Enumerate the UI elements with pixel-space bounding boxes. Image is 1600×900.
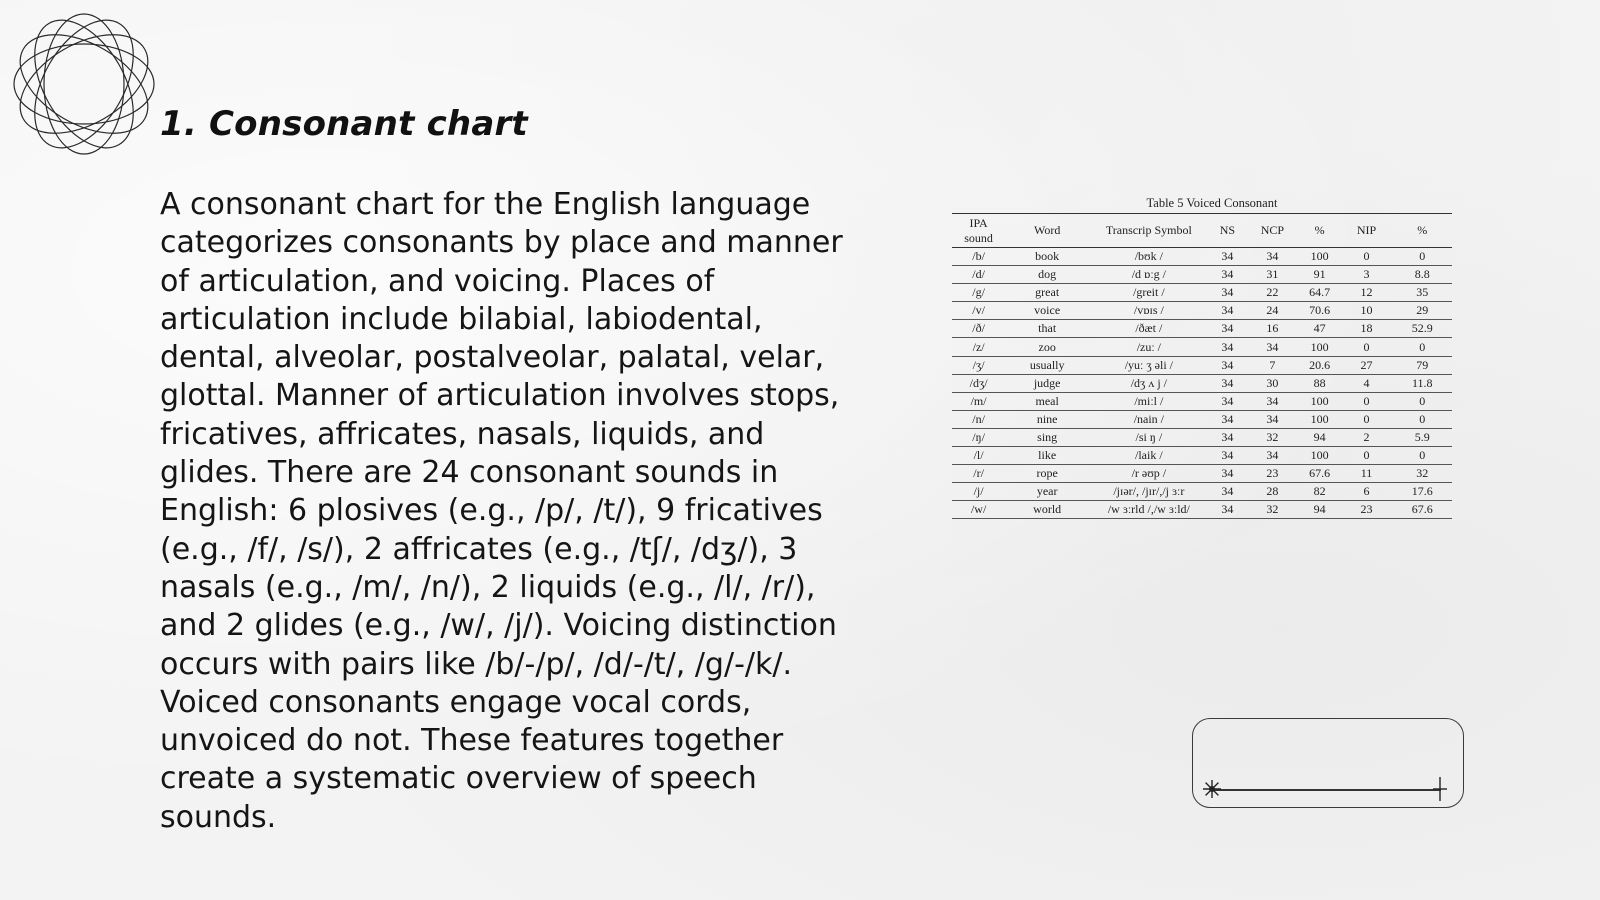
cell-transcription: /laik / [1089,447,1208,465]
body-paragraph: A consonant chart for the English language categorizes consonants by place and manner of articulation, and voicing. Places of articulation include bilabial, labiodental, dental, alveolar, postalveolar, palatal, velar, glottal. Manner of articulation involves stops, fricatives, affricates, nasals, liquids, and glides. There are 24 consonant sounds in English: 6 plosives (e.g., /p/, /t/), 9 fricatives (e.g., /f/, /s/), 2 affricates (e.g., /tʃ/, /dʒ/), 3 nasals (e.g., /m/, /n/), 2 liquids (e.g., /l/, /r/), and 2 glides (e.g., /w/, /j/). Voicing distinction occurs with pairs like /b/-/p/, /d/-/t/, /g/-/k/. Voiced consonants engage vocal cords, unvoiced do not. These features together create a systematic overview of speech sounds. [160,187,843,835]
cell-word: zoo [1005,338,1089,356]
cell-word: dog [1005,266,1089,284]
cell-ipa-sound: /d/ [952,266,1005,284]
cell-nip-percent: 32 [1393,465,1452,483]
cell-ns: 34 [1209,374,1247,392]
cell-nip: 4 [1340,374,1392,392]
cell-ns: 34 [1209,320,1247,338]
header-ncp-percent: % [1299,214,1341,248]
cell-ns: 34 [1209,410,1247,428]
sparkle-icon [1201,778,1223,800]
cell-ncp-percent: 94 [1299,428,1341,446]
cell-ncp: 34 [1246,392,1299,410]
cell-ncp: 34 [1246,410,1299,428]
cell-nip-percent: 52.9 [1393,320,1452,338]
table-row [952,356,1452,374]
cell-ns: 34 [1209,338,1247,356]
table-row [952,320,1452,338]
table-row [952,266,1452,284]
cell-ipa-sound: /v/ [952,302,1005,320]
cell-ipa-sound: /w/ [952,501,1005,519]
cell-nip-percent: 0 [1393,338,1452,356]
table-row [952,483,1452,501]
cell-ipa-sound: /ʒ/ [952,356,1005,374]
header-ncp: NCP [1246,214,1299,248]
cell-word: year [1005,483,1089,501]
cell-ncp-percent: 67.6 [1299,465,1341,483]
header-ipa-sound: IPA sound [952,214,1005,248]
table-row [952,447,1452,465]
cell-nip: 12 [1340,284,1392,302]
cell-ipa-sound: /ð/ [952,320,1005,338]
cell-nip-percent: 8.8 [1393,266,1452,284]
cell-ncp: 16 [1246,320,1299,338]
cell-ns: 34 [1209,302,1247,320]
cell-nip: 23 [1340,501,1392,519]
cell-word: usually [1005,356,1089,374]
cell-ipa-sound: /m/ [952,392,1005,410]
cell-ns: 34 [1209,483,1247,501]
cell-nip-percent: 79 [1393,356,1452,374]
cell-ncp: 34 [1246,338,1299,356]
cell-ipa-sound: /l/ [952,447,1005,465]
cell-ipa-sound: /r/ [952,465,1005,483]
cell-nip-percent: 29 [1393,302,1452,320]
cell-nip: 6 [1340,483,1392,501]
cell-nip: 3 [1340,266,1392,284]
table-header-row [952,214,1452,248]
decorative-slider-frame [1192,718,1464,808]
cell-ns: 34 [1209,284,1247,302]
cell-nip: 0 [1340,392,1392,410]
cell-ipa-sound: /ŋ/ [952,428,1005,446]
cell-ns: 34 [1209,248,1247,266]
cell-nip-percent: 0 [1393,248,1452,266]
header-nip-percent: % [1393,214,1452,248]
cell-nip: 0 [1340,447,1392,465]
cell-ncp: 30 [1246,374,1299,392]
cell-word: judge [1005,374,1089,392]
slide-title: 1. Consonant chart [160,104,528,144]
cell-nip-percent: 67.6 [1393,501,1452,519]
table-row [952,392,1452,410]
cell-ncp-percent: 100 [1299,447,1341,465]
cell-ns: 34 [1209,501,1247,519]
cell-ipa-sound: /j/ [952,483,1005,501]
table-row [952,465,1452,483]
cell-nip: 0 [1340,338,1392,356]
cell-ns: 34 [1209,465,1247,483]
cell-transcription: /bʊk / [1089,248,1208,266]
cell-nip: 0 [1340,410,1392,428]
header-word: Word [1005,214,1089,248]
cell-ns: 34 [1209,266,1247,284]
cell-ncp-percent: 70.6 [1299,302,1341,320]
cell-nip-percent: 0 [1393,447,1452,465]
cell-nip-percent: 35 [1393,284,1452,302]
cell-nip-percent: 11.8 [1393,374,1452,392]
header-ns: NS [1209,214,1247,248]
cell-nip-percent: 17.6 [1393,483,1452,501]
cell-transcription: /greit / [1089,284,1208,302]
cell-nip-percent: 5.9 [1393,428,1452,446]
voiced-consonant-table [952,213,1452,519]
table-row [952,284,1452,302]
cell-ncp: 28 [1246,483,1299,501]
cell-nip: 11 [1340,465,1392,483]
cell-ipa-sound: /z/ [952,338,1005,356]
voiced-consonant-table-figure [952,196,1452,519]
cell-ncp-percent: 64.7 [1299,284,1341,302]
table-row [952,428,1452,446]
cell-word: nine [1005,410,1089,428]
cell-ncp: 22 [1246,284,1299,302]
cell-transcription: /r əʊp / [1089,465,1208,483]
table-row [952,374,1452,392]
header-nip: NIP [1340,214,1392,248]
cell-ncp: 23 [1246,465,1299,483]
cell-nip: 10 [1340,302,1392,320]
cell-transcription: /nain / [1089,410,1208,428]
header-transcription-symbol: Transcrip Symbol [1089,214,1208,248]
cell-ns: 34 [1209,428,1247,446]
cell-nip: 0 [1340,248,1392,266]
slider-line [1211,789,1441,791]
cell-transcription: /w ɜːrld /,/w ɜːld/ [1089,501,1208,519]
cell-ipa-sound: /dʒ/ [952,374,1005,392]
table-body [952,248,1452,519]
cell-ncp: 32 [1246,428,1299,446]
cell-ns: 34 [1209,392,1247,410]
cell-ncp-percent: 20.6 [1299,356,1341,374]
table-row [952,338,1452,356]
cell-ncp-percent: 91 [1299,266,1341,284]
cell-nip: 27 [1340,356,1392,374]
spirograph-logo-icon [12,12,156,156]
crosshair-icon [1431,776,1449,802]
cell-nip-percent: 0 [1393,410,1452,428]
table-row [952,248,1452,266]
cell-word: book [1005,248,1089,266]
cell-ncp-percent: 100 [1299,248,1341,266]
table-row [952,302,1452,320]
cell-transcription: /jɪər/, /jɪr/,/j ɜːr [1089,483,1208,501]
cell-transcription: /miːl / [1089,392,1208,410]
cell-ncp-percent: 100 [1299,338,1341,356]
cell-transcription: /yuː ʒ əli / [1089,356,1208,374]
table-caption: Table 5 Voiced Consonant [1146,196,1278,210]
cell-transcription: /d ɒːg / [1089,266,1208,284]
cell-ncp-percent: 94 [1299,501,1341,519]
cell-ncp: 34 [1246,248,1299,266]
cell-word: voice [1005,302,1089,320]
cell-ncp-percent: 82 [1299,483,1341,501]
cell-ncp: 32 [1246,501,1299,519]
cell-ncp-percent: 88 [1299,374,1341,392]
table-row [952,501,1452,519]
cell-ipa-sound: /n/ [952,410,1005,428]
cell-ncp: 24 [1246,302,1299,320]
cell-transcription: /ðæt / [1089,320,1208,338]
cell-ncp: 34 [1246,447,1299,465]
cell-transcription: /dʒ ʌ j / [1089,374,1208,392]
cell-word: that [1005,320,1089,338]
cell-word: meal [1005,392,1089,410]
cell-ncp: 31 [1246,266,1299,284]
cell-word: sing [1005,428,1089,446]
cell-ns: 34 [1209,447,1247,465]
cell-transcription: /si ŋ / [1089,428,1208,446]
cell-nip: 2 [1340,428,1392,446]
cell-ncp-percent: 100 [1299,410,1341,428]
cell-ncp-percent: 100 [1299,392,1341,410]
cell-ns: 34 [1209,356,1247,374]
cell-ipa-sound: /g/ [952,284,1005,302]
cell-word: rope [1005,465,1089,483]
cell-nip: 18 [1340,320,1392,338]
cell-nip-percent: 0 [1393,392,1452,410]
cell-word: like [1005,447,1089,465]
cell-word: world [1005,501,1089,519]
cell-ncp: 7 [1246,356,1299,374]
cell-word: great [1005,284,1089,302]
cell-transcription: /zuː / [1089,338,1208,356]
cell-ncp-percent: 47 [1299,320,1341,338]
table-row [952,410,1452,428]
cell-transcription: /vɒɪs / [1089,302,1208,320]
cell-ipa-sound: /b/ [952,248,1005,266]
